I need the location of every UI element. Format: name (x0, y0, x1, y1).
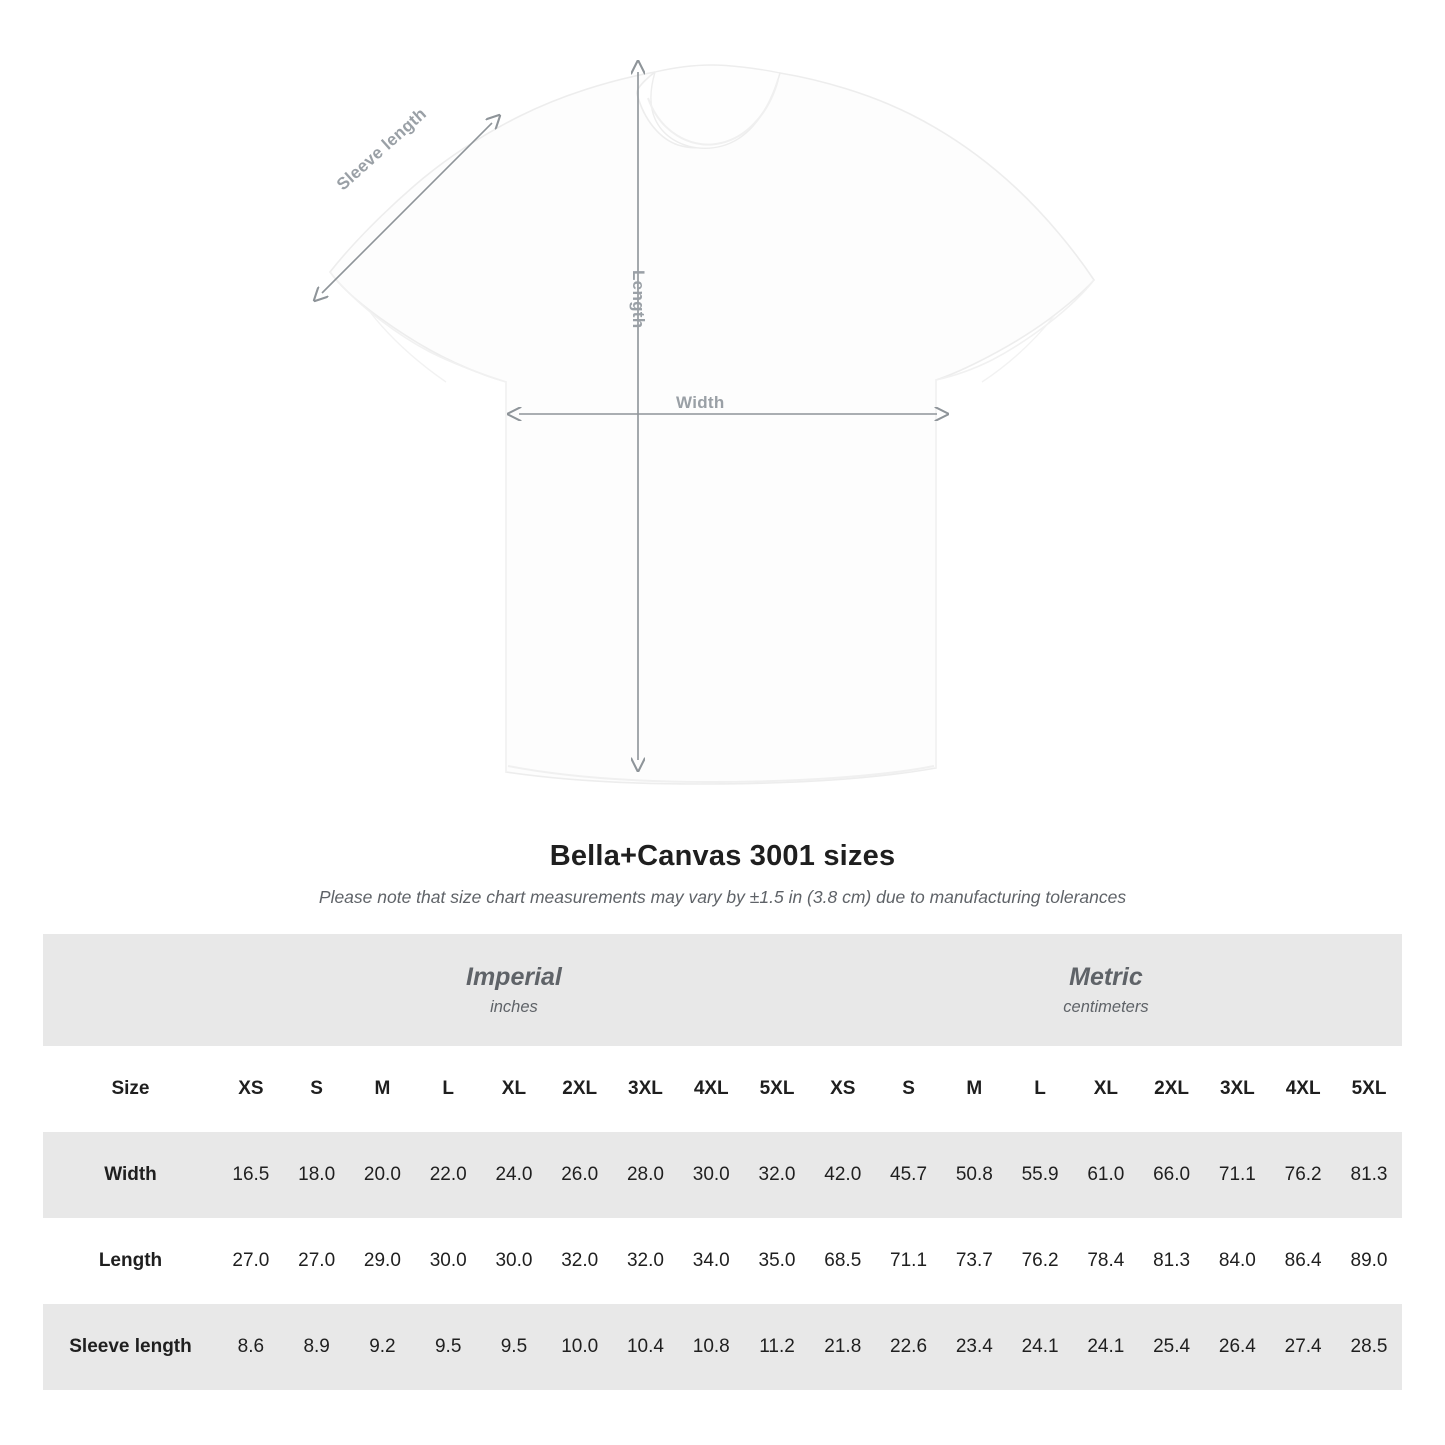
cell: 8.6 (218, 1304, 284, 1390)
column-header: 5XL (744, 1046, 810, 1132)
sleeve-length-label: Sleeve length (333, 104, 431, 195)
cell: 11.2 (744, 1304, 810, 1390)
tolerance-note: Please note that size chart measurements may vary by ±1.5 in (3.8 cm) due to manufacturing tolerances (318, 887, 1127, 907)
table-row (43, 1132, 1402, 1218)
cell: 22.6 (876, 1304, 942, 1390)
row-label-length: Length (43, 1218, 218, 1304)
cell: 18.0 (284, 1132, 350, 1218)
cell: 25.4 (1139, 1304, 1205, 1390)
cell: 30.0 (415, 1218, 481, 1304)
column-header: 5XL (1336, 1046, 1402, 1132)
table-row (43, 1218, 1402, 1304)
column-header: 4XL (1270, 1046, 1336, 1132)
column-header: XS (218, 1046, 284, 1132)
cell: 9.5 (481, 1304, 547, 1390)
column-header: M (350, 1046, 416, 1132)
cell: 21.8 (810, 1304, 876, 1390)
cell: 23.4 (941, 1304, 1007, 1390)
cell: 89.0 (1336, 1218, 1402, 1304)
cell: 42.0 (810, 1132, 876, 1218)
cell: 9.2 (350, 1304, 416, 1390)
column-header: M (941, 1046, 1007, 1132)
cell: 26.4 (1204, 1304, 1270, 1390)
cell: 35.0 (744, 1218, 810, 1304)
cell: 71.1 (876, 1218, 942, 1304)
table-row (43, 1304, 1402, 1390)
cell: 73.7 (941, 1218, 1007, 1304)
page-title: Bella+Canvas 3001 sizes (549, 840, 896, 872)
column-header: S (876, 1046, 942, 1132)
column-header: 3XL (613, 1046, 679, 1132)
unit-header-row (43, 934, 1402, 1046)
cell: 28.0 (613, 1132, 679, 1218)
cell: 84.0 (1204, 1218, 1270, 1304)
column-header: 3XL (1204, 1046, 1270, 1132)
cell: 66.0 (1139, 1132, 1205, 1218)
cell: 78.4 (1073, 1218, 1139, 1304)
cell: 32.0 (547, 1218, 613, 1304)
column-header: S (284, 1046, 350, 1132)
column-header: XS (810, 1046, 876, 1132)
cell: 30.0 (678, 1132, 744, 1218)
cell: 28.5 (1336, 1304, 1402, 1390)
cell: 45.7 (876, 1132, 942, 1218)
cell: 27.0 (218, 1218, 284, 1304)
cell: 86.4 (1270, 1218, 1336, 1304)
unit-header-spacer (43, 934, 218, 1046)
cell: 26.0 (547, 1132, 613, 1218)
length-label: Length (629, 270, 648, 329)
column-header: L (415, 1046, 481, 1132)
cell: 27.4 (1270, 1304, 1336, 1390)
column-header: XL (481, 1046, 547, 1132)
cell: 68.5 (810, 1218, 876, 1304)
cell: 9.5 (415, 1304, 481, 1390)
metric-subtitle: centimeters (1063, 997, 1149, 1016)
cell: 81.3 (1336, 1132, 1402, 1218)
column-header: 4XL (678, 1046, 744, 1132)
column-header: XL (1073, 1046, 1139, 1132)
cell: 24.1 (1073, 1304, 1139, 1390)
row-label-width: Width (43, 1132, 218, 1218)
cell: 71.1 (1204, 1132, 1270, 1218)
cell: 10.4 (613, 1304, 679, 1390)
imperial-title: Imperial (466, 963, 562, 992)
cell: 8.9 (284, 1304, 350, 1390)
metric-group-header (810, 934, 1402, 1046)
imperial-subtitle: inches (490, 997, 538, 1016)
column-header: L (1007, 1046, 1073, 1132)
cell: 30.0 (481, 1218, 547, 1304)
title-block (0, 840, 1445, 908)
cell: 32.0 (613, 1218, 679, 1304)
cell: 16.5 (218, 1132, 284, 1218)
cell: 76.2 (1270, 1132, 1336, 1218)
column-header: 2XL (547, 1046, 613, 1132)
cell: 32.0 (744, 1132, 810, 1218)
size-table (43, 934, 1402, 1390)
size-row-header: Size (43, 1046, 218, 1132)
row-label-sleeve-length: Sleeve length (43, 1304, 218, 1390)
cell: 24.0 (481, 1132, 547, 1218)
column-header: 2XL (1139, 1046, 1205, 1132)
imperial-group-header (218, 934, 810, 1046)
cell: 81.3 (1139, 1218, 1205, 1304)
cell: 34.0 (678, 1218, 744, 1304)
cell: 24.1 (1007, 1304, 1073, 1390)
cell: 27.0 (284, 1218, 350, 1304)
tshirt-shape (330, 65, 1094, 784)
cell: 61.0 (1073, 1132, 1139, 1218)
size-table-wrap (43, 934, 1402, 1390)
size-header-row (43, 1046, 1402, 1132)
metric-title: Metric (1069, 963, 1143, 992)
cell: 76.2 (1007, 1218, 1073, 1304)
cell: 10.8 (678, 1304, 744, 1390)
cell: 50.8 (941, 1132, 1007, 1218)
cell: 22.0 (415, 1132, 481, 1218)
cell: 20.0 (350, 1132, 416, 1218)
cell: 55.9 (1007, 1132, 1073, 1218)
width-label: Width (676, 393, 725, 412)
cell: 10.0 (547, 1304, 613, 1390)
cell: 29.0 (350, 1218, 416, 1304)
